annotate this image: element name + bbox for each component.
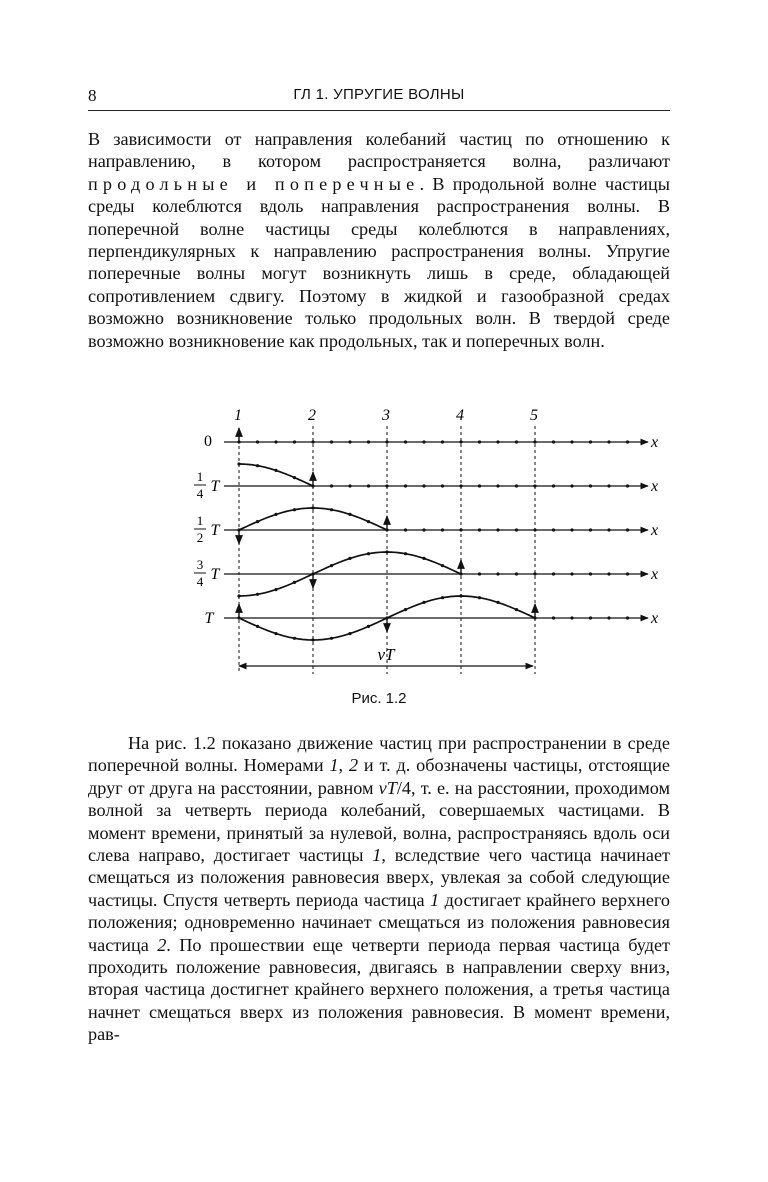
axis-label-x-row1: x [651, 478, 659, 495]
particle-dot [589, 572, 592, 575]
paragraph-wave-types [88, 128, 670, 352]
particle-dot [311, 506, 314, 509]
particle-dot [607, 528, 610, 531]
particle-dot [256, 440, 259, 443]
particle-dot [626, 484, 629, 487]
row-label-three-quarters [194, 557, 221, 589]
particle-dot [459, 440, 462, 443]
particle-dot [348, 513, 351, 516]
particle-dot [367, 552, 370, 555]
page-header [88, 86, 670, 111]
particle-dot [478, 484, 481, 487]
para2-s4: /4, т. е. на расстоянии, проходимом волной за четверть периода колебаний, совершаемых частицами. В момент времени, принятый за нулевой, волна, распространяясь вдоль оси слева направо, достигает частицы [88, 777, 670, 866]
particle-dot [496, 601, 499, 604]
particle-number-4: 4 [456, 407, 464, 424]
particle-dot [274, 440, 277, 443]
para2-s6: достигает крайнего верхнего положения; одновременно начинает смещаться из положения равновесия частица [88, 889, 670, 955]
particle-dot [348, 557, 351, 560]
particle-dot [422, 484, 425, 487]
particle-dot [589, 440, 592, 443]
particle-dot [589, 528, 592, 531]
particle-dot [422, 557, 425, 560]
row-label-half-T: T [210, 522, 220, 539]
particle-dot [330, 637, 333, 640]
row-label-T: T [204, 610, 214, 627]
axis-label-x-row0: x [651, 434, 659, 451]
particle-dot [515, 572, 518, 575]
particle-dot [274, 469, 277, 472]
wave-diagram [188, 402, 688, 692]
particle-dot [515, 608, 518, 611]
particle-ref-2b: 2 [157, 934, 167, 955]
particle-dot [478, 596, 481, 599]
time-axes [224, 442, 648, 618]
particle-dot [533, 528, 536, 531]
particle-dot [626, 528, 629, 531]
para1-text-c: . В продольной волне частицы среды колеблются вдоль направления распространения волны. В поперечной волне частицы среды колеблются в направлениях, перпендикулярных к направлению распространения волны. Упругие поперечные волны могут возникнуть лишь в среде, обладающей сопротивлением сдвигу. Поэтому в жидкой и газообразной средах возможно возникновение только продольных волн. В твердой среде возможно возникновение как продольных, так и поперечных волн. [88, 173, 670, 351]
particle-dot [570, 616, 573, 619]
particle-dot [552, 528, 555, 531]
row-label-quarter [194, 469, 221, 501]
particle-dot [274, 632, 277, 635]
particle-dot [570, 528, 573, 531]
particle-dot [330, 564, 333, 567]
particle-guide-lines [239, 426, 535, 674]
running-title: ГЛ 1. УПРУГИЕ ВОЛНЫ [293, 86, 465, 103]
particle-dot [459, 528, 462, 531]
particle-dot [348, 632, 351, 635]
particle-ref-1c: 1 [430, 889, 440, 910]
row-label-three-quarters-den: 4 [196, 574, 204, 589]
particle-dot [237, 462, 240, 465]
particle-dot [441, 596, 444, 599]
particle-ref-2: 2 [348, 755, 359, 776]
particle-dot [348, 484, 351, 487]
figure-caption: Рис. 1.2 [351, 690, 407, 707]
para2-s3: и т. д. обозначены частицы, отстоящие друг от друга на расстоянии, равном [88, 755, 670, 798]
particle-dot [478, 440, 481, 443]
particle-dot [422, 528, 425, 531]
particle-dot [496, 528, 499, 531]
particle-dot [626, 572, 629, 575]
particle-dot [570, 484, 573, 487]
row-label-three-quarters-T: T [210, 566, 220, 583]
particle-dot [570, 572, 573, 575]
particle-dot [256, 464, 259, 467]
para2-s2: , [338, 755, 349, 776]
particle-dot [237, 594, 240, 597]
particle-dot [515, 528, 518, 531]
particle-dot [533, 484, 536, 487]
particle-dot [367, 484, 370, 487]
para1-text-a: В зависимости от направления колебаний частиц по отношению к направлению, в котором распространяется волна, различают [88, 129, 670, 172]
particle-dot [256, 520, 259, 523]
particle-dots [237, 440, 629, 641]
paragraph-wave-motion [88, 732, 670, 1046]
particle-dot [607, 440, 610, 443]
particle-dot [367, 625, 370, 628]
particle-dot [478, 528, 481, 531]
particle-dot [496, 572, 499, 575]
particle-dot [330, 440, 333, 443]
term-longitudinal: продольные [88, 173, 233, 194]
particle-dot [404, 552, 407, 555]
term-transverse: поперечные [274, 173, 420, 194]
particle-dot [626, 616, 629, 619]
particle-dot [404, 608, 407, 611]
particle-dot [570, 440, 573, 443]
particle-dot [515, 484, 518, 487]
particle-dot [293, 508, 296, 511]
particle-dot [348, 440, 351, 443]
row-label-half-den: 2 [196, 530, 204, 545]
particle-dot [552, 616, 555, 619]
axis-label-x-row4: x [651, 610, 659, 627]
para2-s5: , вследствие чего частица начинает смещаться из положения равновесия вверх, увлекая за собой следующие частицы. Спустя четверть периода частица [88, 845, 670, 910]
row-label-three-quarters-num: 3 [196, 557, 204, 572]
particle-number-5: 5 [530, 407, 538, 424]
particle-dot [552, 484, 555, 487]
particle-ref-1: 1 [329, 755, 339, 776]
particle-number-2: 2 [308, 407, 316, 424]
particle-dot [385, 484, 388, 487]
particle-dot [404, 528, 407, 531]
particle-dot [256, 593, 259, 596]
para2-s7: . По прошествии еще четверти периода первая частица будет проходить положение равновесия, двигаясь в направлении сверху вниз, вторая частица достигнет крайнего верхнего положения, а третья частица начнет смещаться вверх из положения равновесия. В момент времени, рав- [88, 934, 670, 1045]
page-number: 8 [88, 86, 97, 105]
particle-ref-1b: 1 [372, 845, 382, 866]
particle-dot [552, 440, 555, 443]
particle-dot [293, 476, 296, 479]
particle-number-1: 1 [234, 407, 242, 424]
para2-s1: На рис. 1.2 показано движение частиц при распространении в среде поперечной волны. Номерами [88, 733, 670, 776]
particle-dot [496, 440, 499, 443]
particle-dot [367, 440, 370, 443]
axis-label-x-row2: x [651, 522, 659, 539]
figure-transverse-wave [188, 402, 688, 692]
row-label-quarter-num: 1 [196, 469, 204, 484]
particle-dot [274, 513, 277, 516]
particle-dot [311, 638, 314, 641]
particle-dot [607, 572, 610, 575]
row-label-half [194, 513, 221, 545]
particle-number-3: 3 [382, 407, 390, 424]
particle-dot [533, 572, 536, 575]
particle-dot [330, 508, 333, 511]
particle-dot [496, 484, 499, 487]
particle-dot [385, 550, 388, 553]
particle-dot [404, 440, 407, 443]
particle-dot [533, 440, 536, 443]
particle-dot [385, 440, 388, 443]
particle-dot [293, 637, 296, 640]
wave-curve-row-1 [239, 464, 313, 486]
particle-dot [330, 484, 333, 487]
row-label-half-num: 1 [196, 513, 204, 528]
row-label-quarter-den: 4 [196, 486, 204, 501]
particle-dot [607, 616, 610, 619]
row-label-0: 0 [204, 433, 212, 450]
particle-dot [589, 616, 592, 619]
particle-dot [367, 520, 370, 523]
expression-vT: vT [378, 777, 397, 798]
particle-dot [293, 440, 296, 443]
particle-dot [478, 572, 481, 575]
particle-dot [274, 588, 277, 591]
axis-label-x-row3: x [651, 566, 659, 583]
particle-dot [607, 484, 610, 487]
particle-dot [441, 528, 444, 531]
particle-dot [441, 484, 444, 487]
particle-dot [441, 440, 444, 443]
particle-dot [441, 564, 444, 567]
particle-dot [515, 440, 518, 443]
particle-dot [256, 625, 259, 628]
particle-dot [459, 594, 462, 597]
particle-dot [422, 601, 425, 604]
particle-dot [422, 440, 425, 443]
particle-dot [459, 484, 462, 487]
para1-text-b: и [232, 173, 275, 194]
particle-dot [293, 581, 296, 584]
span-label: vT [377, 645, 395, 664]
particle-dot [589, 484, 592, 487]
row-label-quarter-T: T [210, 478, 220, 495]
particle-dot [311, 440, 314, 443]
particle-dot [404, 484, 407, 487]
particle-dot [552, 572, 555, 575]
particle-dot [626, 440, 629, 443]
